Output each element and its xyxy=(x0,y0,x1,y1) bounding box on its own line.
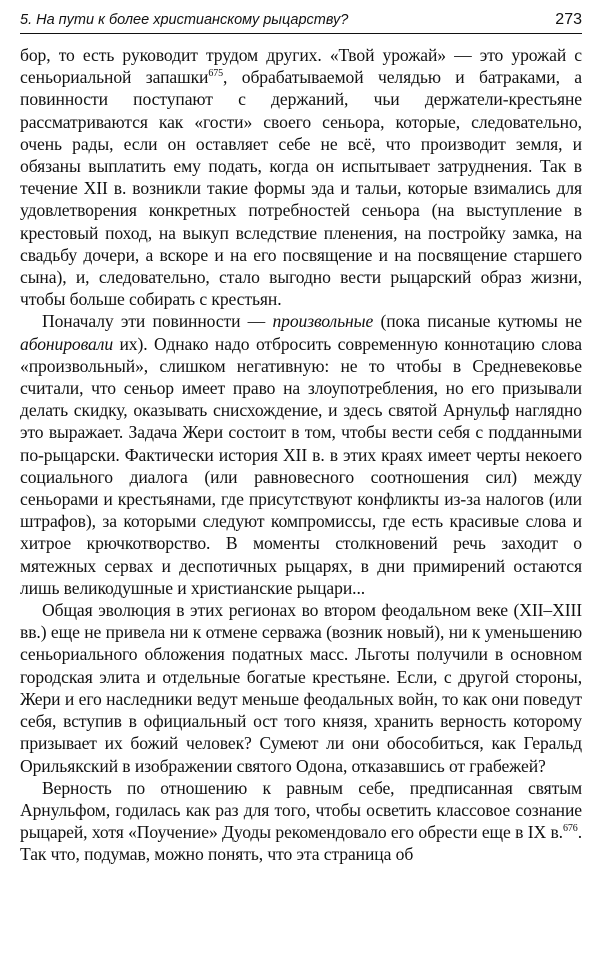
italic-term-proizvolnye: произвольные xyxy=(272,311,374,332)
paragraph-1 xyxy=(20,44,582,310)
paragraph-3: Общая эволюция в этих регионах во втором феодальном веке (XII–XIII вв.) еще не привела ни к отмене серважа (возник новый), ни к уменьшению сеньориального обложения податных масс. Льготы получили в основном городская элита и отдельные богатые крестьяне. Если, с другой стороны, Жери и его наследники ведут меньше феодальных войн, то как они поведут себя, вступив в официальный ост того князя, хранить верность которому призывает их божий человек? Сумеют ли они обособиться, как Геральд Орильякский в изображении святого Одона, отказавшись от грабежей? xyxy=(20,600,582,776)
chapter-title: 5. На пути к более христианскому рыцарству? xyxy=(20,12,349,28)
footnote-ref-676[interactable]: 676 xyxy=(562,823,578,835)
paragraph-1-text-b: , обрабатываемой челядью и батраками, а повинности поступают с держаний, чьи держатели-крестьяне рассматриваются как «гости» своего сеньора, которые, следовательно, очень рады, если он оставляет себе не всё, что производит земля, и обязаны выплатить ему подать, когда он испытывает затруднения. Так в течение XII в. возникли такие формы эда и тальи, которые взимались для удовлетворения конкретных потребностей сеньора (на выступление в крестовый поход, на выкуп вследствие пленения, на постройку замка, на свадьбу дочери, а вскоре и на его посвящение и на посвящение старшего сына), и, следовательно, стало выгодно вести рыцарский образ жизни, чтобы больше собирать с крестьян. xyxy=(20,67,582,310)
running-header xyxy=(20,10,582,34)
body-text xyxy=(20,44,582,866)
page-number: 273 xyxy=(555,11,582,28)
italic-term-abonirovali: абонировали xyxy=(20,333,114,354)
paragraph-4-text-a: Верность по отношению к равным себе, предписанная святым Арнульфом, годилась как раз для того, чтобы осветить классовое сознание рыцарей, хотя «Поучение» Дуоды рекомендовало его обрести еще в IX в. xyxy=(20,777,582,843)
footnote-ref-675[interactable]: 675 xyxy=(208,68,224,80)
paragraph-4-text-b: . Так что, подумав, можно понять, что эта страница об xyxy=(20,822,582,865)
paragraph-2-text-b: (пока писаные кутюмы не xyxy=(373,311,582,332)
paragraph-4 xyxy=(20,777,582,866)
paragraph-2-text-c: их). Однако надо отбросить современную коннотацию слова «произвольный», слишком негативную: не то чтобы в Средневековье считали, что сеньор имеет право на злоупотребления, но его призывали делать скидку, оказывать снисхождение, и здесь святой Арнульф наглядно это выражает. Задача Жери состоит в том, чтобы вести себя с подданными по-рыцарски. Фактически история XII в. в этих краях имеет черты некоего социального диалога (или равновесного соотношения сил) между сеньорами и крестьянами, где присутствуют конфликты из-за налогов (или штрафов), за которыми следуют компромиссы, где есть красивые слова и хитрое крючкотворство. В моменты столкновений речь заходит о мятежных сервах и деспотичных рыцарях, в дни примирений остаются лишь великодушные и христианские рыцари... xyxy=(20,333,582,598)
book-page xyxy=(20,10,582,866)
paragraph-1-text-a: бор, то есть руководит трудом других. «Твой урожай» — это урожай с сеньориальной запашки xyxy=(20,45,582,88)
paragraph-2-text-a: Поначалу эти повинности — xyxy=(42,311,273,332)
paragraph-2 xyxy=(20,310,582,599)
